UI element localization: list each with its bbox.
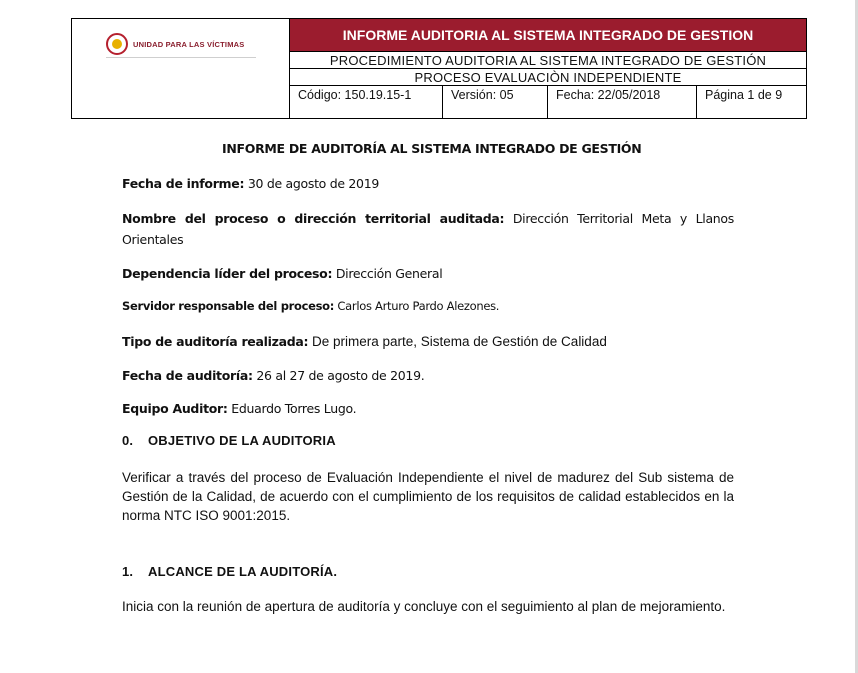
page-number: Página 1 de 9 [696, 86, 806, 118]
field-responsible [122, 296, 734, 317]
header-table [71, 18, 807, 119]
field-label: Dependencia líder del proceso: [122, 266, 333, 281]
logo-text: UNIDAD PARA LAS VÍCTIMAS [133, 39, 245, 49]
document-version: Versión: 05 [442, 86, 547, 118]
logo [106, 33, 244, 55]
logo-divider [106, 57, 256, 58]
document-code: Código: 150.19.15-1 [298, 88, 412, 102]
field-value: Dirección General [332, 266, 443, 281]
field-process-name [122, 208, 734, 250]
field-label: Fecha de auditoría: [122, 368, 253, 383]
field-label: Tipo de auditoría realizada: [122, 334, 309, 349]
logo-cell [72, 19, 290, 118]
process-name: PROCESO EVALUACIÒN INDEPENDIENTE [290, 69, 806, 86]
document-date: Fecha: 22/05/2018 [547, 86, 696, 118]
document-info-row [290, 86, 806, 118]
field-value: Dirección Territorial Meta y Llanos Orientales [122, 211, 734, 247]
field-value: 30 de agosto de 2019 [244, 176, 380, 191]
field-label: Equipo Auditor: [122, 401, 228, 416]
section-heading-scope [122, 564, 337, 579]
field-value: 26 al 27 de agosto de 2019. [252, 368, 425, 383]
field-audit-team [122, 398, 734, 419]
section-number: 1. [122, 564, 134, 579]
section-title: OBJETIVO DE LA AUDITORIA [148, 433, 336, 448]
header-title: INFORME AUDITORIA AL SISTEMA INTEGRADO DE GESTION [290, 19, 806, 52]
section-number: 0. [122, 433, 134, 448]
field-audit-type [122, 331, 734, 352]
document-title: INFORME DE AUDITORÍA AL SISTEMA INTEGRADO DE GESTIÓN [222, 141, 642, 156]
field-lead-dependency [122, 263, 734, 284]
field-label: Nombre del proceso o dirección territorial auditada: [122, 211, 505, 226]
field-value: Carlos Arturo Pardo Alezones. [334, 299, 500, 313]
field-value: De primera parte, Sistema de Gestión de Calidad [308, 334, 607, 349]
field-value: Eduardo Torres Lugo. [227, 401, 357, 416]
field-label: Servidor responsable del proceso: [122, 299, 335, 313]
field-audit-date [122, 365, 734, 386]
seal-icon [106, 33, 128, 55]
procedure-name: PROCEDIMIENTO AUDITORIA AL SISTEMA INTEGRADO DE GESTIÓN [290, 52, 806, 69]
section-title: ALCANCE DE LA AUDITORÍA. [148, 564, 338, 579]
section-body-scope: Inicia con la reunión de apertura de auditoría y concluye con el seguimiento al plan de mejoramiento. [122, 599, 726, 614]
field-report-date [122, 173, 734, 194]
field-label: Fecha de informe: [122, 176, 245, 191]
section-body-objective: Verificar a través del proceso de Evaluación Independiente el nivel de madurez del Sub sistema de Gestión de la Calidad, de acuerdo con el cumplimiento de los requisitos de calidad establecidos en la norma NTC ISO 9001:2015. [122, 470, 734, 523]
section-heading-objective [122, 433, 336, 448]
